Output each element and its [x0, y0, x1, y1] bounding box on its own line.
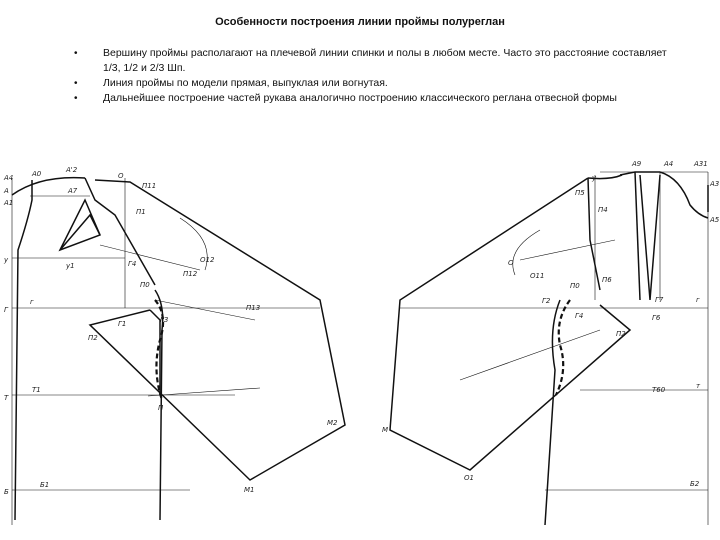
right-construction-lines: [400, 172, 708, 525]
bullet-dot: •: [74, 78, 78, 89]
label-p2: П2: [88, 334, 98, 342]
label-b: Б: [4, 488, 9, 496]
slide-title: Особенности построения линии проймы полуреглан: [215, 16, 505, 28]
label-g4-right: Г4: [575, 312, 584, 320]
bullet-dot: •: [74, 48, 78, 59]
label-a2: А'2: [66, 166, 78, 174]
label-p2-right: П2: [616, 330, 626, 338]
label-p12: П12: [183, 270, 198, 278]
label-o: О: [118, 172, 124, 180]
label-a9: А9: [632, 160, 642, 168]
bullet-text: Вершину проймы располагают на плечевой линии спинки и полы в любом месте. Часто это расстояние составляет 1/3, 1/2 и 2/3 Шп.: [103, 47, 667, 74]
raglan-pattern-drawing: [0, 150, 720, 540]
label-a: А: [4, 187, 9, 195]
label-p11: П11: [142, 182, 157, 190]
label-p5: П5: [575, 189, 585, 197]
label-b2: Б2: [690, 480, 700, 488]
label-o1: О1: [464, 474, 474, 482]
label-g1: Г1: [118, 320, 127, 328]
bullet-item: [70, 76, 670, 91]
label-g-lower: г: [30, 298, 34, 306]
label-g7: Г7: [655, 296, 664, 304]
right-armhole-dashed: [556, 300, 570, 395]
bullet-item: [70, 46, 670, 76]
label-g4: Г4: [128, 260, 137, 268]
label-g: Г: [4, 306, 8, 314]
label-m: М: [382, 426, 389, 434]
label-t1: Т1: [32, 386, 41, 394]
label-a4: А4: [4, 174, 14, 182]
label-t: Т: [4, 394, 9, 402]
label-o12: О12: [200, 256, 215, 264]
label-m2: М2: [327, 419, 338, 427]
label-p0: П0: [140, 281, 150, 289]
label-b1: Б1: [40, 481, 50, 489]
label-g-right: г: [696, 296, 700, 304]
left-pattern: [12, 178, 345, 525]
bullet-dot: •: [74, 93, 78, 104]
label-g3: Г3: [160, 316, 169, 324]
label-g2: Г2: [542, 297, 551, 305]
label-o-right: О: [508, 259, 514, 267]
bullet-text: Дальнейшее построение частей рукава аналогично построению классического реглана отвесной формы: [103, 92, 617, 104]
left-construction-lines: [12, 178, 320, 525]
label-a31: А31: [694, 160, 708, 168]
label-p6: П6: [602, 276, 612, 284]
bullet-list: [70, 46, 670, 106]
bullet-item: [70, 91, 670, 106]
label-y1: у1: [66, 262, 75, 270]
left-outlines: [12, 178, 345, 520]
label-p0-right: П0: [570, 282, 580, 290]
label-p13: П13: [246, 304, 261, 312]
label-y-right: у: [592, 174, 597, 182]
label-m1: М1: [244, 486, 255, 494]
left-point-labels: [3, 166, 338, 496]
bullet-text: Линия проймы по модели прямая, выпуклая или вогнутая.: [103, 77, 388, 89]
label-a4-right: А4: [664, 160, 674, 168]
label-p4: П4: [598, 206, 608, 214]
label-a3: А3: [710, 180, 720, 188]
right-pattern: [390, 172, 708, 525]
label-a7: А7: [68, 187, 78, 195]
label-t-right: т: [696, 382, 701, 390]
label-y: у: [4, 256, 9, 264]
label-g6: Г6: [652, 314, 661, 322]
label-a5: А5: [710, 216, 720, 224]
label-o11: О11: [530, 272, 545, 280]
label-a0: А0: [32, 170, 42, 178]
label-a1: А1: [4, 199, 14, 207]
label-p1: П1: [136, 208, 146, 216]
label-t60: Т60: [652, 386, 666, 394]
label-p: П: [158, 404, 164, 412]
